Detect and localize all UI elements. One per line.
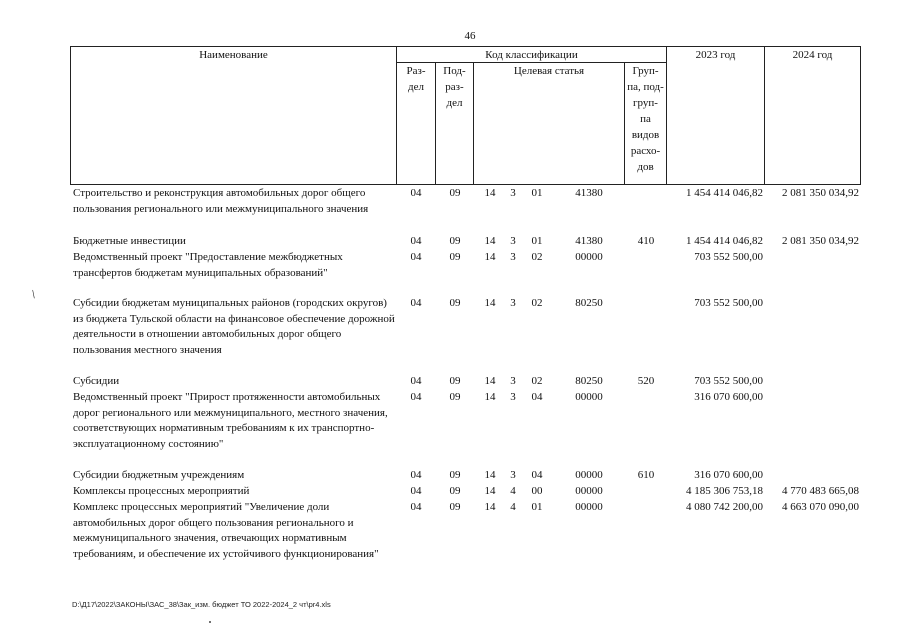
cell-c3: 00 [531,485,543,497]
cell-y2024: 2 081 350 034,92 [782,235,859,247]
cell-podrazdel: 09 [449,251,461,263]
cell-y2023: 703 552 500,00 [694,375,763,387]
cell-podrazdel: 09 [449,469,461,481]
file-path-footer: D:\Д17\2022\ЗАКОНЫ\ЗАС_38\Зак_изм. бюджет ТО 2022-2024_2 чт\pr4.xls [72,600,331,609]
row-name: Субсидии [73,375,120,387]
header-name: Наименование [199,49,268,61]
cell-podrazdel: 09 [449,501,461,513]
col-border-right [860,46,861,184]
margin-pen-mark: / [28,287,39,301]
row-name: Комплексы процессных мероприятий [73,485,250,497]
cell-c3: 02 [531,297,543,309]
cell-c2: 3 [510,187,516,199]
cell-c2: 3 [510,391,516,403]
cell-c2: 4 [510,501,516,513]
cell-c3: 02 [531,251,543,263]
cell-c4: 41380 [575,187,603,199]
cell-c3: 04 [531,469,543,481]
row-name: Субсидии бюджетным учреждениям [73,469,245,481]
cell-y2023: 703 552 500,00 [694,297,763,309]
cell-c3: 01 [531,235,543,247]
col-border-group [666,46,667,184]
header-podrazdel: Под- раз- дел [443,65,466,109]
cell-razdel: 04 [410,187,422,199]
cell-razdel: 04 [410,235,422,247]
row-name: Бюджетные инвестиции [73,235,186,247]
cell-c2: 3 [510,251,516,263]
cell-podrazdel: 09 [449,187,461,199]
cell-c1: 14 [484,235,496,247]
stray-dot [209,621,211,623]
cell-c1: 14 [484,391,496,403]
cell-razdel: 04 [410,375,422,387]
row-name: Комплекс процессных мероприятий "Увеличение доли автомобильных дорог общего пользования регионального и межмуниципального значения, отвечающих нормативным требованиям, и обеспечение их устойчивого функционирования" [73,501,379,560]
cell-c1: 14 [484,375,496,387]
header-year-2023: 2023 год [695,49,736,61]
header-group: Груп- па, под- груп- па видов расхо- дов [627,65,664,173]
cell-razdel: 04 [410,469,422,481]
cell-c4: 00000 [575,469,603,481]
table-header-bottom [70,184,861,185]
col-border-year1 [764,46,765,184]
header-classification: Код классификации [485,49,578,61]
cell-c1: 14 [484,485,496,497]
cell-c2: 3 [510,469,516,481]
cell-c1: 14 [484,251,496,263]
header-year-2024: 2024 год [792,49,833,61]
cell-c2: 4 [510,485,516,497]
cell-c4: 00000 [575,391,603,403]
header-razdel: Раз- дел [406,65,426,93]
cell-c2: 3 [510,297,516,309]
row-name: Ведомственный проект "Предоставление межбюджетных трансфертов бюджетам муниципальных образований" [73,251,343,279]
cell-c4: 80250 [575,375,603,387]
cell-c4: 80250 [575,297,603,309]
cell-razdel: 04 [410,485,422,497]
cell-y2023: 1 454 414 046,82 [686,235,763,247]
row-name: Строительство и реконструкция автомобильных дорог общего пользования регионального или межмуниципального значения [73,187,369,215]
cell-group: 520 [637,375,655,387]
cell-y2023: 316 070 600,00 [694,469,763,481]
cell-y2024: 4 663 070 090,00 [782,501,859,513]
col-border-left [70,46,71,184]
cell-c4: 41380 [575,235,603,247]
cell-group: 410 [637,235,655,247]
cell-podrazdel: 09 [449,235,461,247]
col-border-podrazdel [473,62,474,184]
cell-c1: 14 [484,469,496,481]
cell-y2023: 316 070 600,00 [694,391,763,403]
cell-y2023: 4 185 306 753,18 [686,485,763,497]
cell-y2024: 4 770 483 665,08 [782,485,859,497]
header-target: Целевая статья [513,65,585,77]
row-name: Ведомственный проект "Прирост протяженности автомобильных дорог регионального или межмуниципального, местного значения, соответствующих нормативным требованиям к их транспортно-эксплуатационному состоянию" [73,391,388,450]
cell-podrazdel: 09 [449,485,461,497]
cell-razdel: 04 [410,501,422,513]
cell-podrazdel: 09 [449,391,461,403]
row-name: Субсидии бюджетам муниципальных районов (городских округов) из бюджета Тульской области на финансовое обеспечение дорожной деятельности в отношении автомобильных дорог общего пользования местного значения [73,297,395,356]
page-number: 46 [464,30,476,42]
cell-c3: 02 [531,375,543,387]
cell-razdel: 04 [410,297,422,309]
cell-c4: 00000 [575,501,603,513]
cell-group: 610 [637,469,655,481]
cell-y2023: 1 454 414 046,82 [686,187,763,199]
cell-c1: 14 [484,297,496,309]
cell-c4: 00000 [575,485,603,497]
cell-c2: 3 [510,375,516,387]
cell-podrazdel: 09 [449,375,461,387]
cell-c1: 14 [484,187,496,199]
cell-c3: 04 [531,391,543,403]
cell-y2024: 2 081 350 034,92 [782,187,859,199]
cell-razdel: 04 [410,251,422,263]
cell-c1: 14 [484,501,496,513]
cell-razdel: 04 [410,391,422,403]
cell-podrazdel: 09 [449,297,461,309]
cell-c3: 01 [531,187,543,199]
cell-c4: 00000 [575,251,603,263]
cell-c3: 01 [531,501,543,513]
cell-c2: 3 [510,235,516,247]
cell-y2023: 4 080 742 200,00 [686,501,763,513]
cell-y2023: 703 552 500,00 [694,251,763,263]
